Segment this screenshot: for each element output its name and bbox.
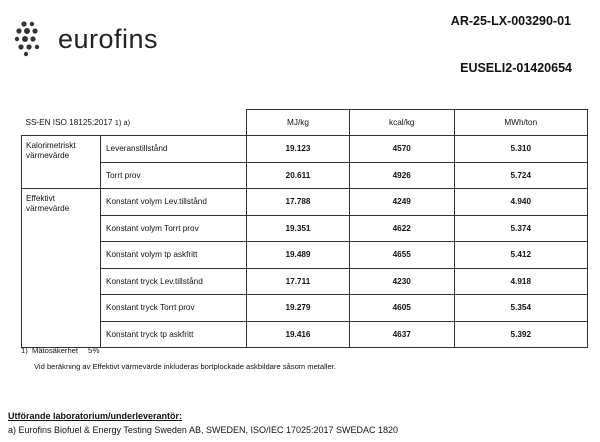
table-row [22,189,588,216]
report-id: AR-25-LX-003290-01 [450,14,571,28]
footnote-marker: 1) [21,346,28,355]
row-label: Torrt prov [101,162,247,189]
logo-text: eurofins [58,24,159,54]
value-mwhton: 5.354 [454,295,587,322]
value-mwhton: 5.392 [454,321,587,348]
value-mjkg: 19.416 [247,321,350,348]
row-label: Konstant volym tp askfritt [101,242,247,269]
sample-id: EUSELI2-01420654 [460,61,572,75]
value-mwhton: 5.412 [454,242,587,269]
value-mjkg: 19.123 [247,136,350,163]
row-label: Konstant volym Torrt prov [101,215,247,242]
value-kcalkg: 4605 [349,295,454,322]
value-mwhton: 5.374 [454,215,587,242]
value-kcalkg: 4622 [349,215,454,242]
table-row [22,268,588,295]
value-kcalkg: 4570 [349,136,454,163]
results-table [21,109,588,348]
row-label: Konstant volym Lev.tillstånd [101,189,247,216]
row-label: Konstant tryck Torrt prov [101,295,247,322]
table-row [22,321,588,348]
table-header-row [22,110,588,136]
value-mwhton: 5.310 [454,136,587,163]
footnote [21,346,100,355]
method-cell [22,110,247,136]
col-header-mjkg: MJ/kg [247,110,350,136]
calculation-note: Vid beräkning av Effektivt värmevärde inkluderas bortplockade askbildare såsom metaller. [34,362,336,371]
value-kcalkg: 4637 [349,321,454,348]
value-mwhton: 5.724 [454,162,587,189]
table-row [22,295,588,322]
group-label: Effektivt värmevärde [22,189,101,348]
value-mwhton: 4.940 [454,189,587,216]
table-row [22,136,588,163]
footnote-value: 5% [88,346,100,355]
value-mjkg: 19.351 [247,215,350,242]
method-label: SS-EN ISO 18125:2017 [25,117,113,127]
row-label: Konstant tryck Lev.tillstånd [101,268,247,295]
lab-line: a) Eurofins Biofuel & Energy Testing Sweden AB, SWEDEN, ISO/IEC 17025:2017 SWEDAC 1820 [8,425,399,435]
eurofins-logo-icon [14,20,56,60]
col-header-mwhton: MWh/ton [454,110,587,136]
table-row [22,162,588,189]
table-row [22,242,588,269]
value-mjkg: 17.711 [247,268,350,295]
value-mjkg: 20.611 [247,162,350,189]
value-kcalkg: 4926 [349,162,454,189]
table-row [22,215,588,242]
group-label: Kalorimetriskt värmevärde [22,136,101,189]
value-kcalkg: 4249 [349,189,454,216]
method-ref: 1) a) [114,117,131,127]
col-header-kcalkg: kcal/kg [349,110,454,136]
value-kcalkg: 4655 [349,242,454,269]
footnote-label: Mätosäkerhet [32,346,79,355]
value-kcalkg: 4230 [349,268,454,295]
row-label: Leveranstillstånd [101,136,247,163]
value-mjkg: 19.489 [247,242,350,269]
value-mwhton: 4.918 [454,268,587,295]
row-label: Konstant tryck tp askfritt [101,321,247,348]
lab-title: Utförande laboratorium/underleverantör: [8,411,183,421]
value-mjkg: 19.279 [247,295,350,322]
value-mjkg: 17.788 [247,189,350,216]
